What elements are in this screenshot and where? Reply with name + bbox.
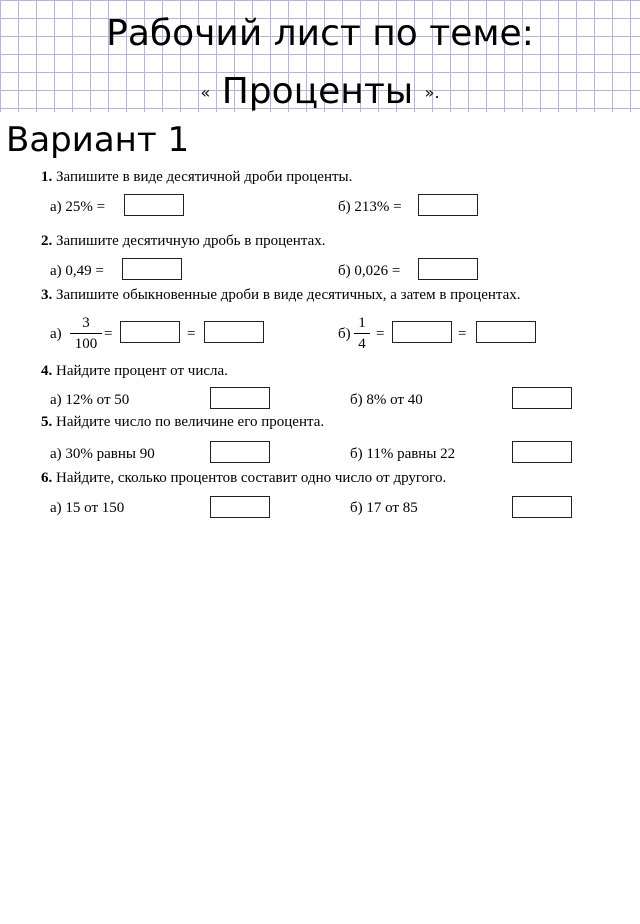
- answer-box-3a-decimal[interactable]: [120, 321, 180, 343]
- task-text: Запишите в виде десятичной дроби проценты.: [56, 169, 353, 185]
- exercise-sheet: [36, 163, 608, 530]
- answer-box-4b[interactable]: [512, 387, 572, 409]
- task-6-heading: [41, 470, 446, 487]
- fraction-denominator: 4: [358, 336, 366, 352]
- task-number: 2.: [41, 233, 53, 249]
- quote-close: ».: [424, 83, 440, 102]
- task-number: 6.: [41, 470, 53, 486]
- answer-box-6b[interactable]: [512, 496, 572, 518]
- answer-box-2b[interactable]: [418, 258, 478, 280]
- task-3-b-prefix: б): [338, 326, 351, 342]
- task-number: 5.: [41, 414, 53, 430]
- answer-box-1a[interactable]: [124, 194, 184, 216]
- task-2-a: а) 0,49 =: [50, 263, 104, 279]
- fraction-3a: [70, 314, 102, 353]
- answer-box-5a[interactable]: [210, 441, 270, 463]
- task-4-heading: [41, 363, 228, 380]
- fraction-3b: [354, 314, 370, 353]
- task-text: Найдите, сколько процентов составит одно число от другого.: [56, 470, 447, 486]
- task-3-heading: [41, 287, 521, 304]
- task-6-a: а) 15 от 150: [50, 500, 125, 516]
- task-5-heading: [41, 414, 324, 431]
- task-number: 4.: [41, 363, 53, 379]
- answer-box-1b[interactable]: [418, 194, 478, 216]
- task-1-b: б) 213% =: [338, 199, 402, 215]
- task-number: 3.: [41, 287, 53, 303]
- variant-label: Вариант 1: [6, 120, 190, 160]
- task-text: Запишите обыкновенные дроби в виде десятичных, а затем в процентах.: [56, 287, 521, 303]
- topic-text: Проценты: [221, 71, 414, 112]
- fraction-numerator: 1: [358, 315, 366, 331]
- fraction-denominator: 100: [74, 336, 98, 352]
- worksheet-title: Рабочий лист по теме:: [106, 13, 534, 54]
- task-2-heading: [41, 233, 325, 250]
- answer-box-5b[interactable]: [512, 441, 572, 463]
- task-1-heading: [41, 169, 352, 186]
- task-1-a: а) 25% =: [50, 199, 106, 215]
- answer-box-3b-decimal[interactable]: [392, 321, 452, 343]
- task-text: Запишите десятичную дробь в процентах.: [56, 233, 326, 249]
- task-number: 1.: [41, 169, 53, 185]
- equals-sign: =: [376, 326, 385, 342]
- equals-sign: =: [104, 326, 113, 342]
- fraction-numerator: 3: [82, 315, 90, 331]
- task-6-b: б) 17 от 85: [350, 500, 418, 516]
- task-text: Найдите процент от числа.: [56, 363, 228, 379]
- worksheet-topic: [0, 70, 640, 115]
- task-5-b: б) 11% равны 22: [350, 446, 456, 462]
- equals-sign: =: [187, 326, 196, 342]
- task-3-a-prefix: а): [50, 326, 62, 342]
- answer-box-6a[interactable]: [210, 496, 270, 518]
- task-4-b: б) 8% от 40: [350, 392, 423, 408]
- answer-box-3b-percent[interactable]: [476, 321, 536, 343]
- fraction-bar: [70, 333, 102, 334]
- answer-box-4a[interactable]: [210, 387, 270, 409]
- task-text: Найдите число по величине его процента.: [56, 414, 325, 430]
- task-5-a: а) 30% равны 90: [50, 446, 155, 462]
- answer-box-2a[interactable]: [122, 258, 182, 280]
- fraction-bar: [354, 333, 370, 334]
- task-4-a: а) 12% от 50: [50, 392, 130, 408]
- answer-box-3a-percent[interactable]: [204, 321, 264, 343]
- task-2-b: б) 0,026 =: [338, 263, 401, 279]
- quote-open: «: [200, 83, 211, 102]
- equals-sign: =: [458, 326, 467, 342]
